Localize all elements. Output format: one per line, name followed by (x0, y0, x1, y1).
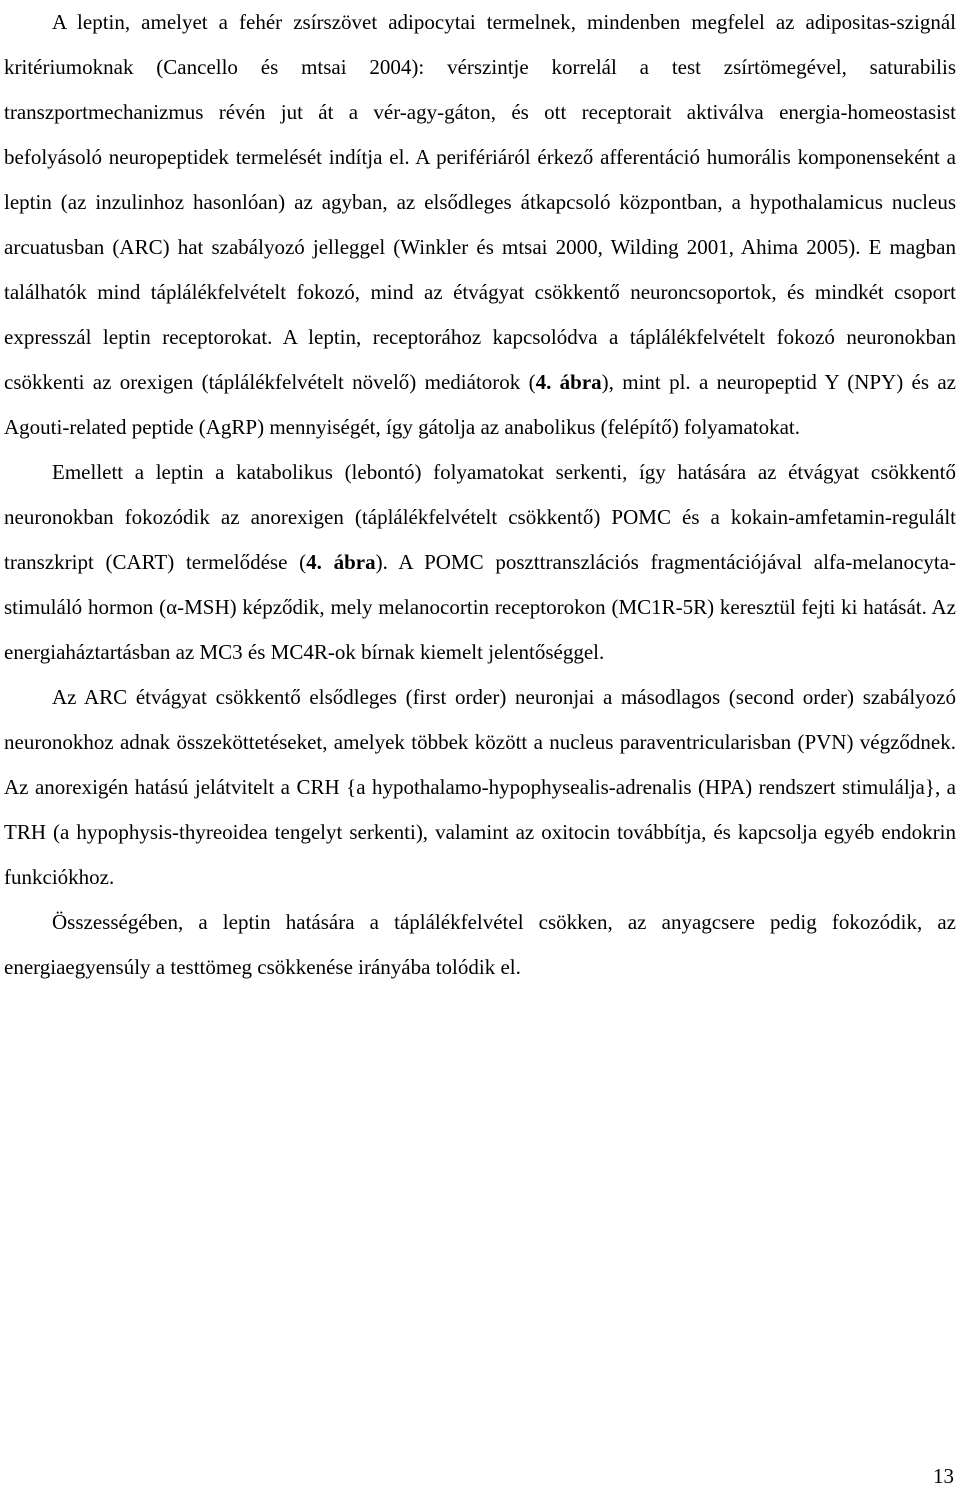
paragraph-text: Emellett a leptin a katabolikus (lebontó) folyamatokat serkenti, így hatására az étvágyat csökkentő neuronokban fokozódik az anorexigen (táplálékfelvételt csökkentő) POMC és a kokain-amfetamin-regulált transzkript (CART) termelődése ( (4, 460, 956, 574)
paragraph-arc-neurons (4, 675, 956, 900)
paragraph-text: Összességében, a leptin hatására a táplálékfelvétel csökken, az anyagcsere pedig fokozódik, az energiaegyensúly a testtömeg csökkenése irányába tolódik el. (4, 910, 956, 979)
paragraph-text: ). A POMC poszttranszlációs fragmentációjával alfa-melanocyta-stimuláló hormon (α-MSH) képződik, mely melanocortin receptorokon (MC1R-5R) keresztül fejti ki hatását. Az energiaháztartásban az MC3 és MC4R-ok bírnak kiemelt jelentőséggel. (4, 550, 957, 664)
document-body (4, 0, 956, 990)
paragraph-summary (4, 900, 956, 990)
paragraph-text: Az ARC étvágyat csökkentő elsődleges (first order) neuronjai a másodlagos (second order) szabályozó neuronokhoz adnak összeköttetéseket, amelyek többek között a nucleus paraventricularisban (PVN) végződnek. Az anorexigén hatású jelátvitelt a CRH {a hypothalamo-hypophysealis-adrenalis (HPA) rendszert stimulálja}, a TRH (a hypophysis-thyreoidea tengelyt serkenti), valamint az oxitocin továbbítja, és kapcsolja egyéb endokrin funkciókhoz. (4, 685, 956, 889)
paragraph-catabolic (4, 450, 956, 675)
figure-reference: 4. ábra (306, 550, 376, 574)
paragraph-leptin-intro (4, 0, 956, 450)
page-number: 13 (933, 1464, 954, 1488)
figure-reference: 4. ábra (535, 370, 602, 394)
paragraph-text: ), mint pl. a neuropeptid Y (NPY) és az Agouti-related peptide (AgRP) mennyiségét, így gátolja az anabolikus (felépítő) folyamatokat. (4, 370, 956, 439)
paragraph-text: A leptin, amelyet a fehér zsírszövet adipocytai termelnek, mindenben megfelel az adipositas-szignál kritériumoknak (Cancello és mtsai 2004): vérszintje korrelál a test zsírtömegével, saturabilis transzportmechanizmus révén jut át a vér-agy-gáton, és ott receptorait aktiválva energia-homeostasist befolyásoló neuropeptidek termelését indítja el. A perifériáról érkező afferentáció humorális komponenseként a leptin (az inzulinhoz hasonlóan) az agyban, az elsődleges átkapcsoló központban, a hypothalamicus nucleus arcuatusban (ARC) hat szabályozó jelleggel (Winkler és mtsai 2000, Wilding 2001, Ahima 2005). E magban találhatók mind táplálékfelvételt fokozó, mind az étvágyat csökkentő neuroncsoportok, és mindkét csoport expresszál leptin receptorokat. A leptin, receptorához kapcsolódva a táplálékfelvételt fokozó neuronokban csökkenti az orexigen (táplálékfelvételt növelő) mediátorok ( (4, 10, 956, 394)
